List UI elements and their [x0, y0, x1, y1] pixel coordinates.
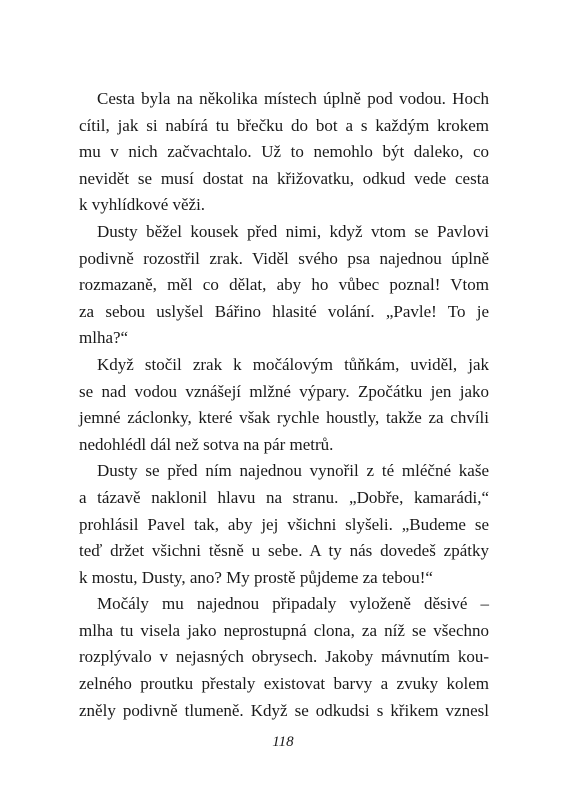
text-line: zelného proutku přestaly existovat barvy a zvuky kolem — [79, 674, 489, 694]
text-line: mlha?“ — [79, 328, 129, 348]
text-line: cítil, jak si nabírá tu břečku do bot a s každým krokem — [79, 115, 489, 135]
text-line: Když stočil zrak k močálovým tůňkám, uviděl, jak — [97, 354, 489, 374]
text-line: mu v nich začvachtalo. Už to nemohlo být daleko, co — [79, 142, 489, 162]
text-line: teď držet všichni těsně u sebe. A ty nás dovedeš zpátky — [79, 541, 489, 561]
text-line: za sebou uslyšel Bářino hlasité volání. „Pavle! To je — [79, 301, 489, 321]
text-line: a tázavě naklonil hlavu na stranu. „Dobře, kamarádi,“ — [79, 487, 489, 507]
text-line: prohlásil Pavel tak, aby jej všichni slyšeli. „Budeme se — [79, 514, 489, 534]
body-text — [79, 86, 489, 724]
text-line: jemné záclonky, které však rychle houstly, takže za chvíli — [79, 408, 489, 428]
text-line: k vyhlídkové věži. — [79, 195, 206, 215]
page-number: 118 — [272, 734, 294, 750]
text-line: nedohlédl dál než sotva na pár metrů. — [79, 434, 334, 454]
text-line: Cesta byla na několika místech úplně pod vodou. Hoch — [97, 89, 489, 108]
text-line: zněly podivně tlumeně. Když se odkudsi s křikem vznesl — [79, 700, 489, 720]
text-line: rozplývalo v nejasných obrysech. Jakoby mávnutím kou- — [79, 647, 489, 667]
text-line: se nad vodou vznášejí mlžné výpary. Zpočátku jen jako — [79, 381, 489, 401]
text-line: mlha tu visela jako neprostupná clona, za níž se všechno — [79, 620, 489, 640]
text-line: podivně rozostřil zrak. Viděl svého psa najednou úplně — [79, 248, 489, 268]
text-line: rozmazaně, měl co dělat, aby ho vůbec poznal! Vtom — [79, 275, 489, 295]
text-line: Dusty běžel kousek před nimi, když vtom se Pavlovi — [97, 221, 489, 241]
text-line: Močály mu najednou připadaly vyloženě děsivé – — [97, 594, 489, 614]
text-line: Dusty se před ním najednou vynořil z té mléčné kaše — [97, 461, 489, 481]
text-line: nevidět se musí dostat na křižovatku, odkud vede cesta — [79, 168, 489, 188]
text-line: k mostu, Dusty, ano? My prostě půjdeme za tebou!“ — [79, 567, 433, 587]
